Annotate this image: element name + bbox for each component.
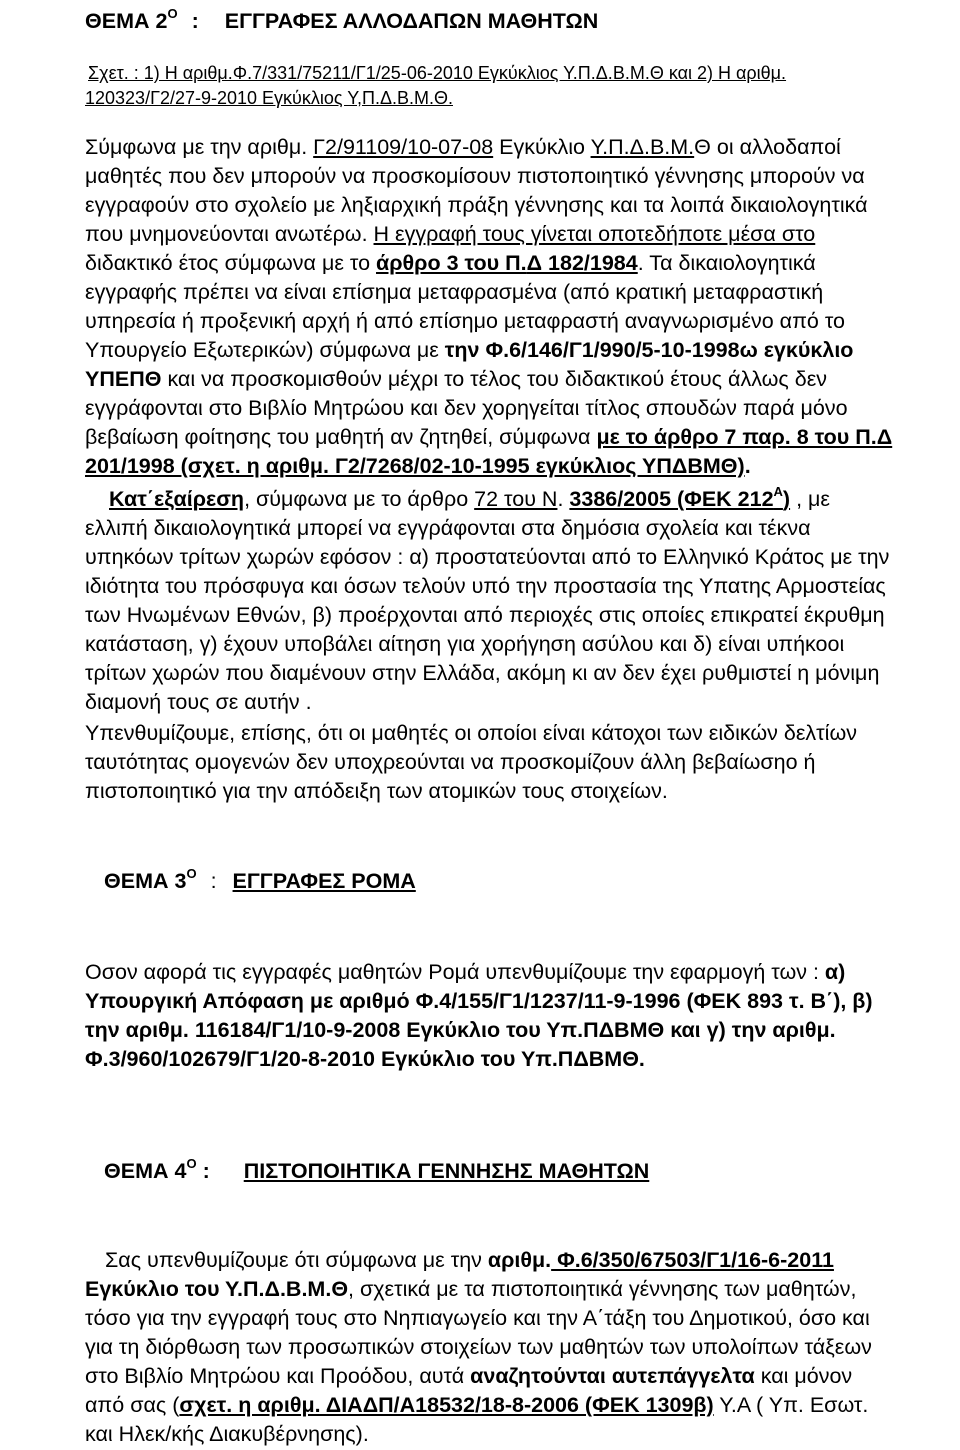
p1-text: Σύμφωνα με την αριθμ. <box>85 135 314 159</box>
p1-line-3: εγγραφούν στο σχολείο με ληξιαρχική πράξη γέννησης και τα λοιπά δικαιολογητικά <box>85 193 868 217</box>
p2-line-8: διαμονή τους σε αυτήν . <box>85 690 312 714</box>
topic2-paragraph-1 <box>85 133 945 481</box>
p1-line-2: μαθητές που δεν μπορούν να προσκομίσουν πιστοποιητικό γέννησης μπορούν να <box>85 164 865 188</box>
p1-related-circular: 201/1998 (σχετ. η αριθμ. Γ2/7268/02-10-1995 εγκύκλιος ΥΠΔΒΜΘ) <box>85 454 745 478</box>
t3-line-2: Υπουργική Απόφαση με αριθμό Φ.4/155/Γ1/1237/11-9-1996 (ΦΕΚ 893 τ. Β΄), β) <box>85 989 873 1013</box>
t3-text: Οσον αφορά τις εγγραφές μαθητών Ρομά υπενθυμίζουμε την εφαρμογή των : <box>85 960 825 984</box>
p2-exception: Κατ΄εξαίρεση <box>109 487 245 511</box>
topic2-ref-line1: Σχετ. : 1) Η αριθμ.Φ.7/331/75211/Γ1/25-06-2010 Εγκύκλιος Υ.Π.Δ.Β.Μ.Θ και 2) Η αριθμ. <box>88 63 787 83</box>
topic4-sup: Ο <box>186 1156 197 1171</box>
p1-article-ref: άρθρο 3 του Π. <box>376 251 527 275</box>
t4-text: και μόνον <box>754 1364 853 1388</box>
topic4-paragraph <box>85 1246 945 1449</box>
p1-ypepth: ΥΠΕΠΘ <box>85 367 162 391</box>
p1-text: Θ οι αλλοδαποί <box>694 135 841 159</box>
topic3-heading <box>104 866 416 896</box>
p2-line-1 <box>85 485 945 514</box>
t4-line-3: τόσο για την εγγραφή τους στο Νηπιαγωγείο και την Α΄τάξη του Δημοτικού, όσο και <box>85 1306 870 1330</box>
p1-line-9 <box>85 365 945 394</box>
t4-text: Υ.Α ( Υπ. Εσωτ. <box>713 1393 869 1417</box>
p2-law-ref: 72 του Ν <box>474 487 558 511</box>
p1-line-12 <box>85 452 945 481</box>
p1-line-6: εγγραφής πρέπει να είναι επίσημα μεταφρασμένα (από κρατική μεταφραστική <box>85 280 824 304</box>
p2-text: , με <box>790 487 830 511</box>
topic3-paragraph <box>85 958 945 1074</box>
topic3-sup: Ο <box>186 866 197 881</box>
topic2-title: ΕΓΓΡΑΦΕΣ ΑΛΛΟΔΑΠΩΝ ΜΑΘΗΤΩΝ <box>224 9 599 33</box>
p1-line-10: εγγράφονται στο Βιβλίο Μητρώου και δεν χορηγείται τίτλος σπουδών παρά μόνο <box>85 396 848 420</box>
t4-line-5 <box>85 1362 945 1391</box>
p3-line-1: Υπενθυμίζουμε, επίσης, ότι οι μαθητές οι οποίοι είναι κάτοχοι των ειδικών δελτίων <box>85 721 857 745</box>
p1-line-8 <box>85 336 945 365</box>
p1-text: και να προσκομισθούν μέχρι το τέλος του διδακτικού έτους άλλως δεν <box>161 367 828 391</box>
p2-fek-ref <box>569 484 791 511</box>
topic3-title: ΕΓΓΡΑΦΕΣ ΡΟΜΑ <box>232 869 416 893</box>
p1-decree-ref: Δ 182/1984 <box>526 251 638 275</box>
topic4-colon: : <box>202 1159 210 1183</box>
t4-text: στο Βιβλίο Μητρώου και Προόδου, αυτά <box>85 1364 471 1388</box>
topic2-heading <box>85 6 598 36</box>
p1-article7-ref: με το άρθρο 7 παρ. 8 του Π.Δ <box>596 425 893 449</box>
t4-circular-number: Φ.6/350/67503/Γ1/16-6-2011 <box>551 1248 834 1272</box>
t4-circular-ministry: Εγκύκλιο του Υ.Π.Δ.Β.Μ.Θ <box>85 1277 349 1301</box>
p1-line-1 <box>85 133 945 162</box>
t3-item-a: α) <box>824 960 846 984</box>
p1-line-7: υπηρεσία ή προξενική αρχή ή από επίσημο μεταφραστή αναγνωρισμένο από το <box>85 309 845 333</box>
t4-ex-officio: αναζητούνται αυτεπάγγελτα <box>470 1364 755 1388</box>
topic2-paragraph-3 <box>85 719 945 806</box>
t3-line-4: Φ.3/960/102679/Γ1/20-8-2010 Εγκύκλιο του Υπ.ΠΔΒΜΘ. <box>85 1047 645 1071</box>
t4-line-2 <box>85 1275 945 1304</box>
p1-circular-ref: την Φ.6/146/Γ1/990/5-10-1998ω εγκύκλιο <box>444 338 854 362</box>
t4-text: , σχετικά με τα πιστοποιητικά γέννησης των μαθητών, <box>348 1277 857 1301</box>
topic2-paragraph-2 <box>85 485 945 717</box>
p2-line-5: των Ηνωμένων Εθνών, β) προέρχονται από περιοχές στις οποίες επικρατεί έκρυθμη <box>85 603 885 627</box>
p1-text: Εγκύκλιο <box>493 135 591 159</box>
p1-text: που μνημονεύονται ανωτέρω. <box>85 222 374 246</box>
t4-line-7: και Ηλεκ/κής Διακυβέρνησης). <box>85 1422 369 1446</box>
topic3-colon: : <box>210 869 217 893</box>
p1-text: Υπουργείο Εξωτερικών) σύμφωνα με <box>85 338 445 362</box>
topic3-label: ΘΕΜΑ 3 <box>104 869 187 893</box>
p2-text: , σύμφωνα με το άρθρο <box>244 487 475 511</box>
p2-line-6: κατάσταση, γ) έχουν υποβάλει αίτηση για χορήγηση ασύλου και δ) είναι υπήκοοι <box>85 632 845 656</box>
topic4-label: ΘΕΜΑ 4 <box>104 1159 187 1183</box>
p2-fek-text: 3386/2005 (ΦΕΚ 212 <box>569 487 774 511</box>
t4-line-1 <box>85 1246 945 1275</box>
p1-text: . Τα δικαιολογητικά <box>637 251 816 275</box>
topic2-colon: : <box>191 9 199 33</box>
p1-ref-number: Γ2/91109/10-07-08 <box>313 135 494 159</box>
t3-line-3: την αριθμ. 116184/Γ1/10-9-2008 Εγκύκλιο του Υπ.ΠΔΒΜΘ και γ) την αριθμ. <box>85 1018 836 1042</box>
topic2-label: ΘΕΜΑ 2 <box>85 9 168 33</box>
p2-fek-close: ) <box>782 487 791 511</box>
p1-line-11 <box>85 423 945 452</box>
p2-text: . <box>557 487 570 511</box>
topic4-title: ΠΙΣΤΟΠΟΙΗΤΙΚΑ ΓΕΝΝΗΣΗΣ ΜΑΘΗΤΩΝ <box>243 1159 650 1183</box>
topic2-sup: Ο <box>167 6 178 21</box>
p2-fek-sup: Α <box>773 484 783 499</box>
p1-text: βεβαίωση φοίτησης του μαθητή αν ζητηθεί, σύμφωνα <box>85 425 597 449</box>
p1-ministry: Υ.Π.Δ.Β.Μ. <box>590 135 695 159</box>
p2-line-7: τρίτων χωρών που διαμένουν στην Ελλάδα, ακόμη κι αν δεν έχει ρυθμιστεί η μόνιμη <box>85 661 880 685</box>
topic2-ref-line2: 120323/Γ2/27-9-2010 Εγκύκλιος Υ,Π.Δ.Β.Μ.Θ. <box>85 88 453 108</box>
p3-line-3: πιστοποιητικό για την απόδειξη των ατομικών τους στοιχείων. <box>85 779 668 803</box>
t4-text: από σας ( <box>85 1393 180 1417</box>
t3-line-1 <box>85 958 945 987</box>
p1-text: . <box>744 454 751 478</box>
topic4-heading <box>104 1156 649 1186</box>
p2-line-3: υπηκόων τρίτων χωρών εφόσον : α) προστατεύονται από το Ελληνικό Κράτος με την <box>85 545 890 569</box>
p1-text: διδακτικό έτος σύμφωνα με το <box>85 251 377 275</box>
t4-line-4: για τη διόρθωση των προσωπικών στοιχείων των μαθητών των υπολοίπων τάξεων <box>85 1335 872 1359</box>
t4-related-decision: σχετ. η αριθμ. ΔΙΑΔΠ/Α18532/18-8-2006 (ΦΕΚ 1309β) <box>179 1393 714 1417</box>
p2-line-4: ιδιότητα του πρόσφυγα και όσων τελούν υπό την προστασία της Υπατης Αρμοστείας <box>85 574 886 598</box>
t4-num-label: αριθμ. <box>487 1248 552 1272</box>
t4-line-6 <box>85 1391 945 1420</box>
p2-line-2: ελλιπή δικαιολογητικά μπορεί να εγγράφονται στα δημόσια σχολεία και τέκνα <box>85 516 811 540</box>
p3-line-2: ταυτότητας ομογενών δεν υποχρεούνται να προσκομίζουν άλλη βεβαίωσηο ή <box>85 750 816 774</box>
p1-line-4 <box>85 220 945 249</box>
p1-registration-note: Η εγγραφή τους γίνεται οποτεδήποτε μέσα στο <box>373 222 816 246</box>
p1-line-5 <box>85 249 945 278</box>
t4-text: Σας υπενθυμίζουμε ότι σύμφωνα με την <box>105 1248 488 1272</box>
